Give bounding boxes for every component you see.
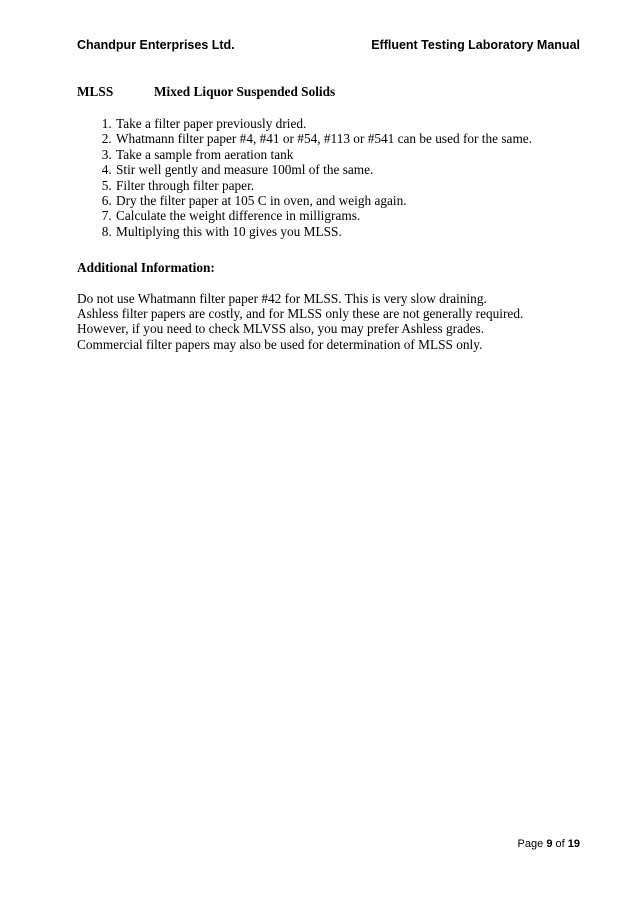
page-total: 19 [567,838,580,850]
page-footer [518,838,580,850]
list-item: 5. Filter through filter paper. [115,178,580,193]
list-item: 2. Whatmann filter paper #4, #41 or #54, #113 or #541 can be used for the same. [115,131,580,146]
list-item: 6. Dry the filter paper at 105 C in oven, and weigh again. [115,193,580,208]
additional-info-text [77,291,580,353]
of-word: of [555,838,565,850]
section-title [77,84,580,100]
info-line: However, if you need to check MLVSS also, you may prefer Ashless grades. [77,321,485,337]
list-item: 1. Take a filter paper previously dried. [115,116,580,131]
info-line: Ashless filter papers are costly, and for MLSS only these are not generally required. [77,306,524,322]
company-name: Chandpur Enterprises Ltd. [77,38,235,52]
page-number: 9 [546,838,553,850]
list-item: 3. Take a sample from aeration tank [115,147,580,162]
document-body [77,84,580,352]
section-code: MLSS [77,84,114,99]
list-item: 7. Calculate the weight difference in milligrams. [115,208,580,223]
manual-title: Effluent Testing Laboratory Manual [371,38,580,52]
list-item: 8. Multiplying this with 10 gives you MLSS. [115,224,580,239]
additional-info-heading: Additional Information: [77,260,215,276]
info-line: Commercial filter papers may also be used for determination of MLSS only. [77,336,483,352]
info-line: Do not use Whatmann filter paper #42 for MLSS. This is very slow draining. [77,290,487,306]
procedure-steps [77,116,580,239]
page-word: Page [517,838,544,850]
list-item: 4. Stir well gently and measure 100ml of the same. [115,162,580,177]
section-name: Mixed Liquor Suspended Solids [154,84,336,99]
